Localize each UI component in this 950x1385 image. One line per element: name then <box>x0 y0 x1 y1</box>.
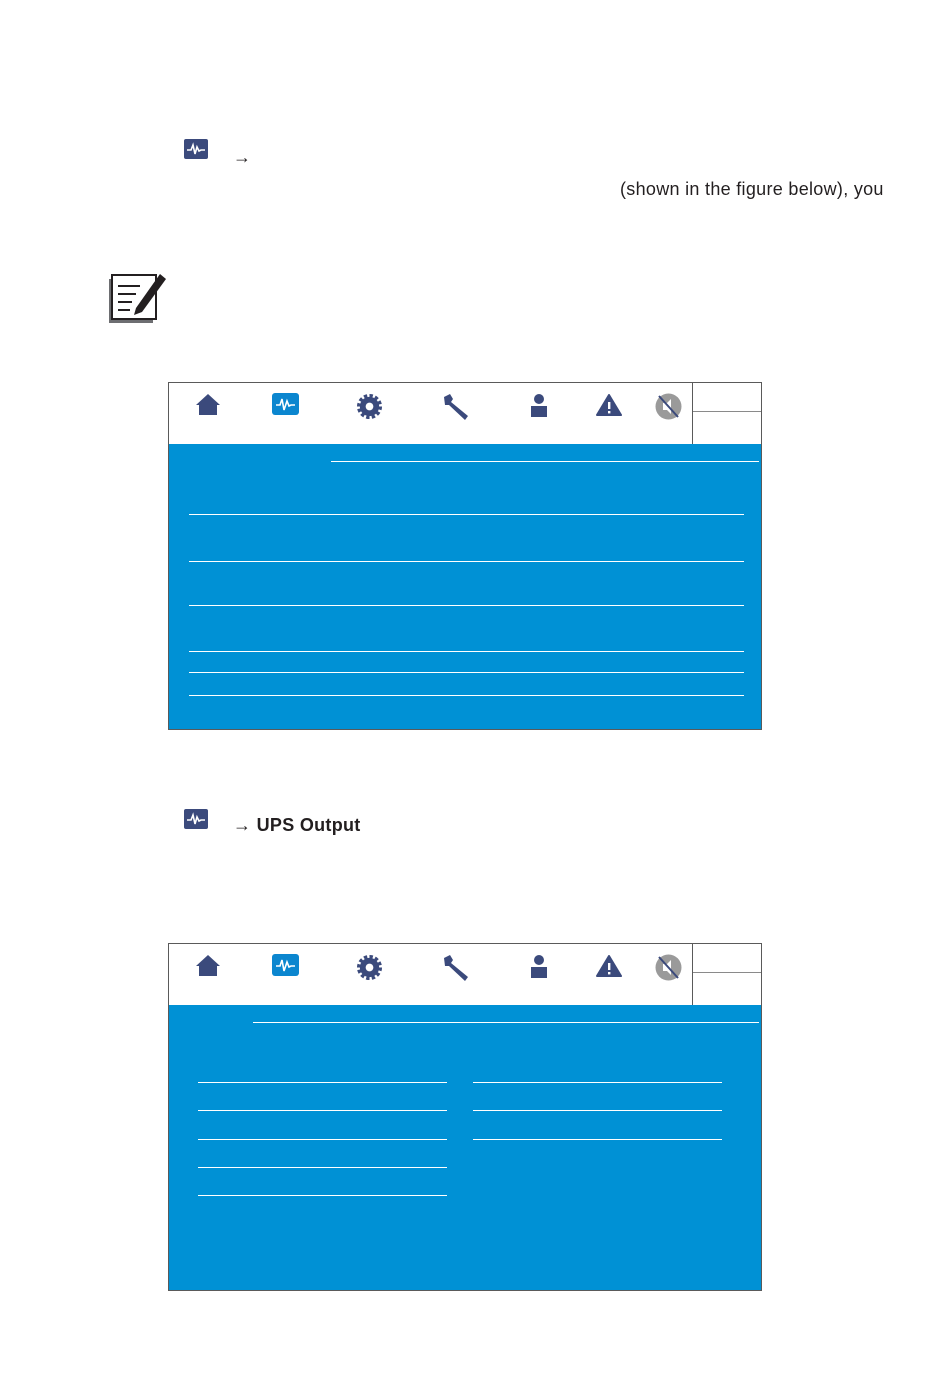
ups-output-label: → UPS Output <box>233 815 361 835</box>
note-icon <box>108 270 168 324</box>
home-icon[interactable] <box>195 954 221 983</box>
home-icon[interactable] <box>195 393 221 422</box>
wrench-icon[interactable] <box>441 393 471 426</box>
divider <box>189 695 744 696</box>
paragraph-text: (shown in the figure below), you <box>620 179 884 199</box>
divider <box>253 1022 759 1023</box>
monitor-icon <box>184 139 208 159</box>
divider <box>331 461 759 462</box>
divider <box>189 514 744 515</box>
mute-icon[interactable] <box>655 393 682 425</box>
gear-icon[interactable] <box>356 393 383 425</box>
monitor-screen-1 <box>168 382 762 730</box>
divider <box>189 605 744 606</box>
divider <box>473 1139 722 1140</box>
divider <box>198 1082 447 1083</box>
monitor-icon <box>184 809 208 829</box>
alarm-icon[interactable] <box>596 954 622 983</box>
user-icon[interactable] <box>529 393 549 424</box>
display-panel <box>169 444 761 729</box>
divider <box>189 672 744 673</box>
user-icon[interactable] <box>529 954 549 985</box>
divider <box>473 1082 722 1083</box>
divider <box>198 1110 447 1111</box>
monitor-icon[interactable] <box>272 393 299 420</box>
gear-icon[interactable] <box>356 954 383 986</box>
monitor-screen-2 <box>168 943 762 1291</box>
navigation-arrow: → <box>233 147 251 167</box>
display-panel <box>169 1005 761 1290</box>
divider <box>198 1139 447 1140</box>
status-box <box>692 383 761 444</box>
divider <box>198 1195 447 1196</box>
mute-icon[interactable] <box>655 954 682 986</box>
status-box <box>692 944 761 1005</box>
divider <box>473 1110 722 1111</box>
wrench-icon[interactable] <box>441 954 471 987</box>
divider <box>189 651 744 652</box>
alarm-icon[interactable] <box>596 393 622 422</box>
monitor-icon[interactable] <box>272 954 299 981</box>
toolbar <box>169 383 692 444</box>
divider <box>189 561 744 562</box>
toolbar <box>169 944 692 1005</box>
divider <box>198 1167 447 1168</box>
